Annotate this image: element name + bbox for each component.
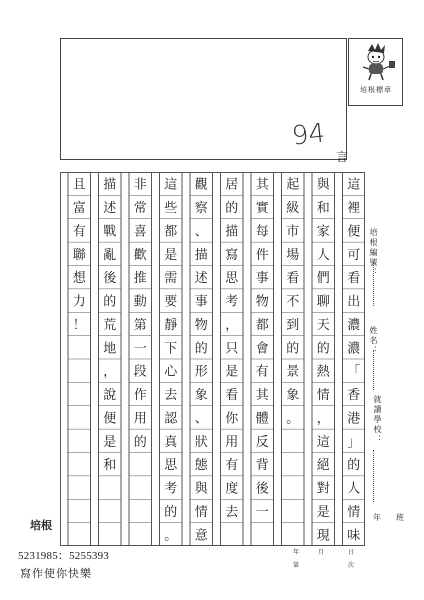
grid-character: 會 <box>255 341 269 357</box>
grid-character: 其 <box>255 388 269 404</box>
grid-character: 戰 <box>103 224 117 240</box>
grid-character: 聯 <box>72 247 86 263</box>
grid-character: 觀 <box>194 177 208 193</box>
grid-character: 都 <box>164 224 178 240</box>
footer-year: 年 <box>293 549 300 556</box>
grid-character: 想 <box>72 271 86 287</box>
grid-character: 用 <box>225 434 239 450</box>
grid-character: 級 <box>286 201 300 217</box>
grid-character: 象 <box>194 388 208 404</box>
grid-character: 述 <box>194 271 208 287</box>
grid-character: 反 <box>255 434 269 450</box>
grid-character: 濃 <box>347 317 361 333</box>
grid-character: 背 <box>255 458 269 474</box>
grid-character: 有 <box>225 458 239 474</box>
footer-month: 月 <box>318 549 325 556</box>
grid-character: 的 <box>316 341 330 357</box>
grid-character: 象 <box>286 388 300 404</box>
grid-character: 描 <box>225 224 239 240</box>
grid-character: 裡 <box>347 201 361 217</box>
grid-character: 絕 <box>316 458 330 474</box>
fill-line-school <box>373 450 375 502</box>
grid-character: ！ <box>72 317 86 333</box>
grid-character: 的 <box>164 504 178 520</box>
grid-character: 推 <box>133 271 147 287</box>
grid-character: 現 <box>316 528 330 544</box>
grid-character: 下 <box>164 341 178 357</box>
grid-character: 一 <box>133 341 147 357</box>
grid-character: 思 <box>164 458 178 474</box>
grid-character: 需 <box>164 271 178 287</box>
grid-character: 人 <box>347 481 361 497</box>
grid-character: 形 <box>194 364 208 380</box>
grid-character: 件 <box>255 247 269 263</box>
grid-character: 香 <box>347 388 361 404</box>
grid-character: 物 <box>194 317 208 333</box>
grid-character: 考 <box>225 294 239 310</box>
footer-slogan: 寫作使你快樂 <box>20 567 92 580</box>
grid-character: 有 <box>255 364 269 380</box>
grid-character: 場 <box>286 247 300 263</box>
grid-character: 熱 <box>316 364 330 380</box>
label-school: 就讀學校： <box>373 395 382 445</box>
grid-character: 要 <box>164 294 178 310</box>
grid-character: 是 <box>103 434 117 450</box>
grid-character: 情 <box>194 504 208 520</box>
grid-character: 」 <box>347 434 361 450</box>
grid-character: 看 <box>347 271 361 287</box>
grid-character: 與 <box>194 481 208 497</box>
grid-character: 狀 <box>194 434 208 450</box>
grid-character: 的 <box>347 458 361 474</box>
grid-character: ， <box>103 364 117 380</box>
grid-character: 每 <box>255 224 269 240</box>
grid-character: 味 <box>347 528 361 544</box>
grid-character: 有 <box>72 224 86 240</box>
bacon-stamp: 培根 <box>30 519 52 532</box>
grid-character: 荒 <box>103 317 117 333</box>
grid-character: 段 <box>133 364 147 380</box>
grid-character: 與 <box>316 177 330 193</box>
grid-character: 和 <box>103 458 117 474</box>
grid-character: 些 <box>164 201 178 217</box>
fill-line-number <box>373 262 375 306</box>
grid-character: 便 <box>347 224 361 240</box>
grid-character: 們 <box>316 271 330 287</box>
grid-character: 一 <box>255 504 269 520</box>
footer-day: 日 <box>348 549 355 556</box>
grid-character: 出 <box>347 294 361 310</box>
grid-character: 富 <box>72 201 86 217</box>
grid-character: 的 <box>225 201 239 217</box>
grid-character: 體 <box>255 411 269 427</box>
grid-character: 不 <box>286 294 300 310</box>
grid-character: 看 <box>225 388 239 404</box>
grid-character: 人 <box>316 247 330 263</box>
grid-character: 到 <box>286 317 300 333</box>
grid-character: 的 <box>286 341 300 357</box>
grid-character: 都 <box>255 317 269 333</box>
grid-character: 去 <box>164 388 178 404</box>
grid-character: 是 <box>316 504 330 520</box>
grid-character: 心 <box>164 364 178 380</box>
grid-character: 。 <box>286 411 300 427</box>
grid-character: 天 <box>316 317 330 333</box>
grid-character: 第 <box>133 317 147 333</box>
grid-character: 「 <box>347 364 361 380</box>
grid-character: 港 <box>347 411 361 427</box>
grid-character: 其 <box>255 177 269 193</box>
grid-character: 是 <box>164 247 178 263</box>
grid-character: 後 <box>103 271 117 287</box>
grid-character: ， <box>225 317 239 333</box>
score-unit: 言 <box>336 150 349 164</box>
grid-character: 是 <box>225 364 239 380</box>
grid-character: 居 <box>225 177 239 193</box>
bacon-mascot-icon <box>349 39 402 85</box>
grid-character: 意 <box>194 528 208 544</box>
grid-character: 、 <box>194 224 208 240</box>
grid-character: 情 <box>316 388 330 404</box>
grid-character: 。 <box>164 528 178 544</box>
grid-text <box>73 177 361 544</box>
grid-character: 真 <box>164 434 178 450</box>
grid-character: 地 <box>103 341 117 357</box>
fill-line-name <box>373 350 375 390</box>
grid-character: 事 <box>194 294 208 310</box>
grid-character: 市 <box>286 224 300 240</box>
grid-character: 歡 <box>133 247 147 263</box>
label-bacon-number: 培根編號： <box>369 228 378 278</box>
grid-character: 對 <box>316 481 330 497</box>
grid-character: 常 <box>133 201 147 217</box>
writing-grid <box>60 172 365 546</box>
grid-character: 的 <box>103 294 117 310</box>
grid-character: 靜 <box>164 317 178 333</box>
seal-label: 培根標章 <box>360 86 392 94</box>
grid-character: 用 <box>133 411 147 427</box>
grid-character: 認 <box>164 411 178 427</box>
grid-character: 說 <box>103 388 117 404</box>
grid-character: 情 <box>347 504 361 520</box>
grid-character: 態 <box>194 458 208 474</box>
grid-character: 作 <box>133 388 147 404</box>
label-class: 班 <box>396 513 406 522</box>
label-name: 姓名： <box>369 326 378 356</box>
grid-character: 你 <box>225 411 239 427</box>
grid-character: 家 <box>316 224 330 240</box>
grid-character: 的 <box>194 341 208 357</box>
grid-character: 去 <box>225 504 239 520</box>
grid-character: 起 <box>286 177 300 193</box>
grid-character: 描 <box>194 247 208 263</box>
grid-character: 和 <box>316 201 330 217</box>
grid-character: ， <box>316 411 330 427</box>
handwritten-score: 94 <box>290 118 327 152</box>
grid-character: 且 <box>72 177 86 193</box>
grid-character: 事 <box>255 271 269 287</box>
grid-character: 非 <box>133 177 147 193</box>
label-grade: 年 <box>373 513 383 522</box>
grid-character: 便 <box>103 411 117 427</box>
grid-character: 可 <box>347 247 361 263</box>
grid-character: 物 <box>255 294 269 310</box>
grid-character: 動 <box>133 294 147 310</box>
grid-character: 後 <box>255 481 269 497</box>
grid-character: 這 <box>347 177 361 193</box>
grid-character: 景 <box>286 364 300 380</box>
grid-character: 述 <box>103 201 117 217</box>
seal-box <box>348 38 403 106</box>
grid-character: 寫 <box>225 247 239 263</box>
grid-character: 聊 <box>316 294 330 310</box>
grid-character: 描 <box>103 177 117 193</box>
grid-character: 、 <box>194 411 208 427</box>
grid-character: 的 <box>133 434 147 450</box>
grid-character: 濃 <box>347 341 361 357</box>
grid-character: 看 <box>286 271 300 287</box>
grid-character: 喜 <box>133 224 147 240</box>
grid-character: 力 <box>72 294 86 310</box>
grid-character: 考 <box>164 481 178 497</box>
grid-character: 這 <box>164 177 178 193</box>
footer-times: 次 <box>348 562 355 569</box>
footer-phone-numbers: 5231985：5255393 <box>18 550 109 562</box>
grid-character: 思 <box>225 271 239 287</box>
footer-number: 第 <box>293 562 300 569</box>
grid-character: 亂 <box>103 247 117 263</box>
grid-character: 這 <box>316 434 330 450</box>
grid-character: 度 <box>225 481 239 497</box>
grid-character: 實 <box>255 201 269 217</box>
grid-character: 只 <box>225 341 239 357</box>
grid-character: 察 <box>194 201 208 217</box>
